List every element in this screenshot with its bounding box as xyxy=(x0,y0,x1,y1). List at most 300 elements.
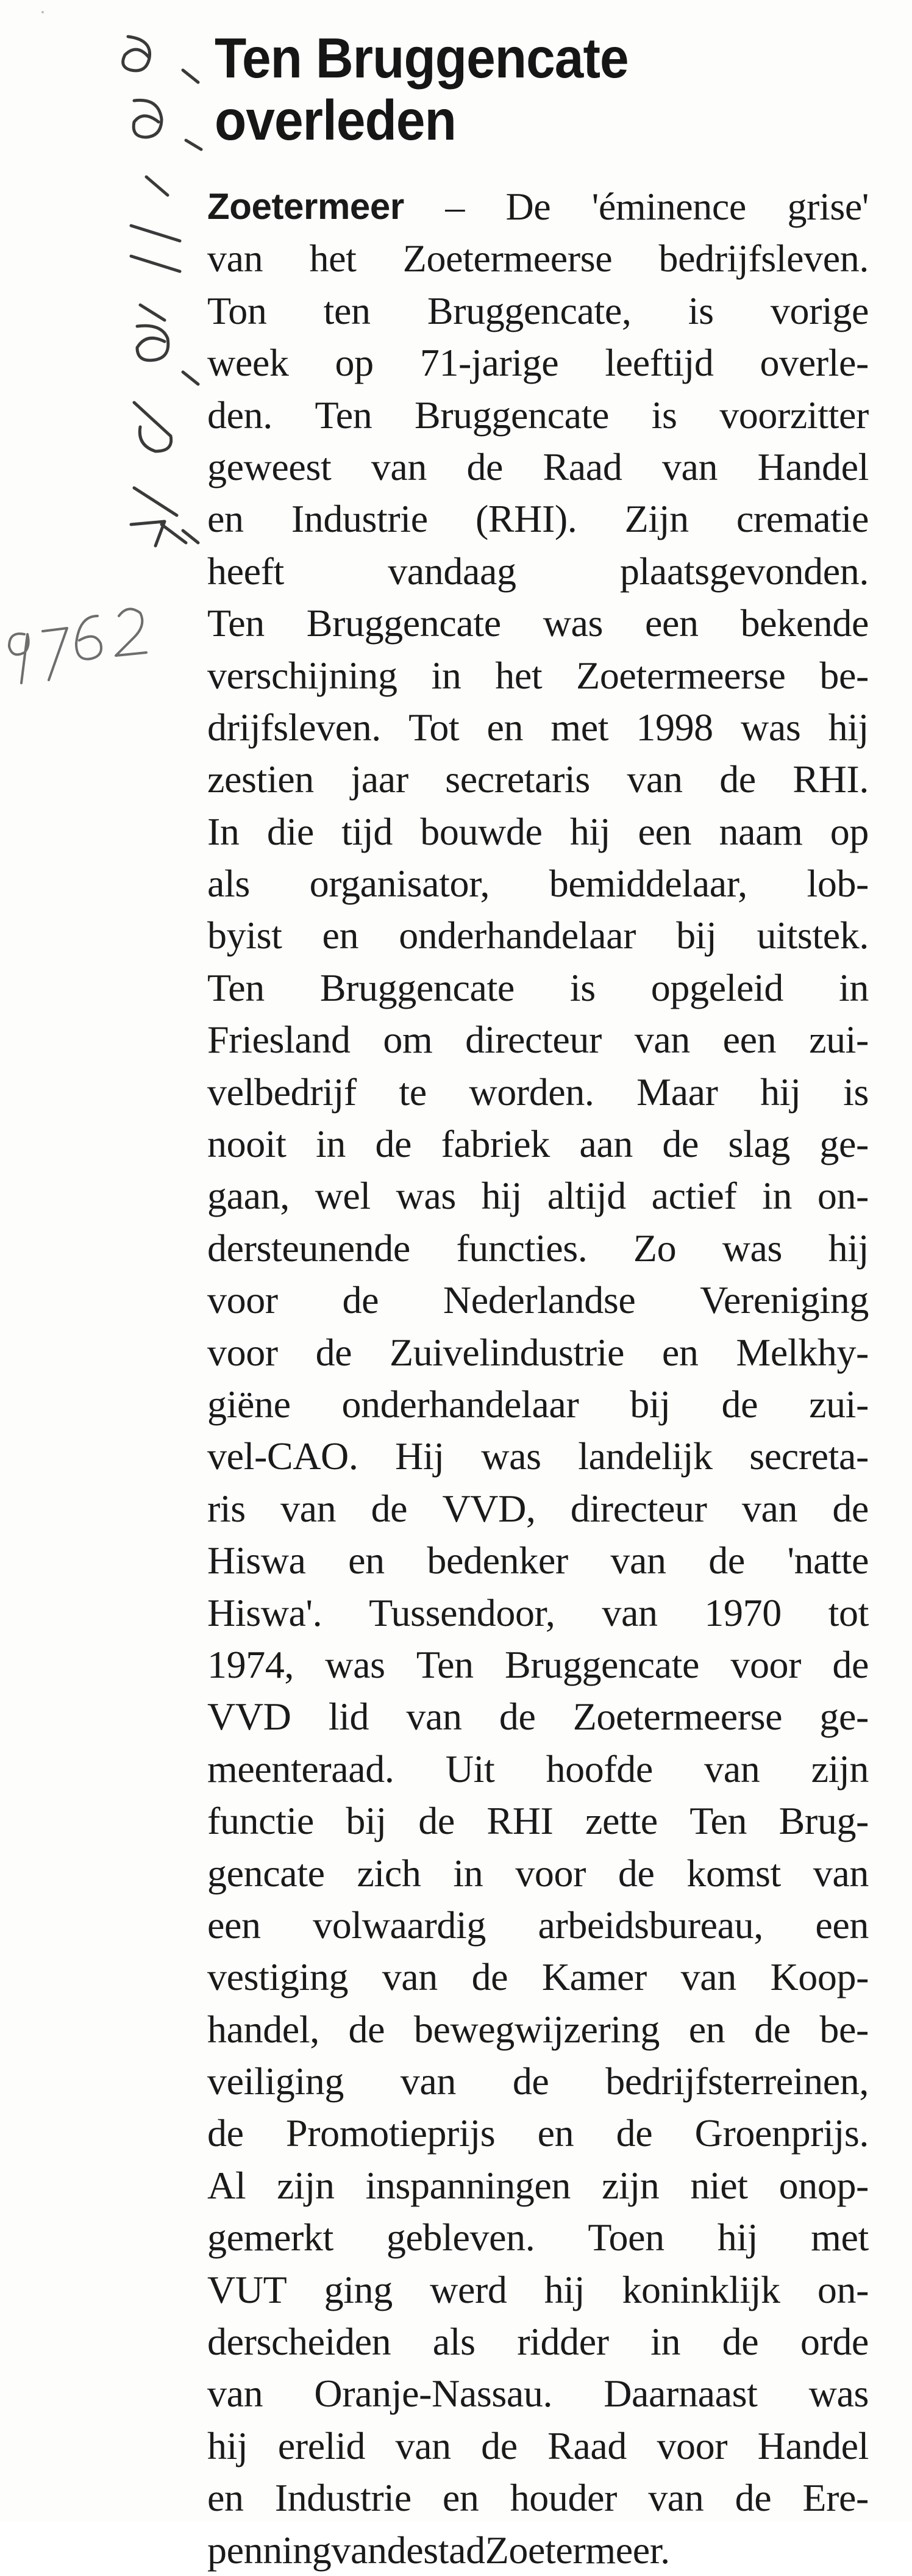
article-word: on- xyxy=(817,2267,869,2311)
handwritten-date xyxy=(123,37,201,546)
article-word: van xyxy=(813,1851,869,1895)
article-word: zestien xyxy=(207,757,314,801)
article-word: byist xyxy=(207,914,282,957)
article-line xyxy=(207,1430,869,1482)
article-word: directeur xyxy=(570,1486,707,1530)
article-word: houder xyxy=(510,2476,618,2520)
article-word: gemerkt xyxy=(207,2216,333,2259)
article-word: Tot xyxy=(408,705,460,749)
article-word: directeur xyxy=(465,1018,602,1062)
article-word: van xyxy=(280,1486,337,1530)
article-word: Daarnaast xyxy=(604,2372,758,2416)
article-headline xyxy=(215,27,832,151)
article-word: wel xyxy=(315,1174,371,1218)
article-word: was xyxy=(722,1226,783,1270)
article-word: hij xyxy=(760,1070,801,1114)
article-line xyxy=(207,2055,869,2107)
article-line xyxy=(207,1066,869,1118)
article-word: bedrijfsterreinen, xyxy=(605,2059,869,2103)
article-word: en xyxy=(661,1330,699,1374)
article-line xyxy=(207,181,869,232)
article-word: dersteunende xyxy=(207,1226,410,1270)
article-word: en xyxy=(486,705,524,749)
article-word: de xyxy=(387,2528,424,2572)
article-line xyxy=(207,1847,869,1899)
article-line xyxy=(207,1222,869,1274)
article-word: ge- xyxy=(819,1695,869,1739)
article-word: zui- xyxy=(809,1018,869,1062)
article-word: VUT xyxy=(207,2267,287,2311)
article-word: Brug- xyxy=(778,1799,869,1843)
article-line xyxy=(207,1690,869,1742)
article-word: worden. xyxy=(469,1070,594,1114)
article-word: hij xyxy=(717,2216,758,2259)
archive-number xyxy=(9,609,146,683)
article-word: plaatsgevonden. xyxy=(619,549,869,593)
article-word: bedrijfsleven. xyxy=(658,237,869,281)
article-word: op xyxy=(830,809,869,853)
article-word: derscheiden xyxy=(207,2320,391,2364)
article-word: en xyxy=(348,1539,385,1583)
article-word: de xyxy=(371,1486,408,1530)
article-line xyxy=(207,962,869,1014)
article-word: RHI. xyxy=(793,757,869,801)
article-word: handel, xyxy=(207,2007,319,2051)
article-word: Industrie xyxy=(291,497,428,541)
article-word: met xyxy=(811,2216,869,2259)
article-word: – xyxy=(445,185,465,228)
article-word: jaar xyxy=(351,757,408,801)
article-word: van xyxy=(371,445,427,488)
article-word: komst xyxy=(686,1851,781,1895)
article-word: Ten xyxy=(207,965,265,1009)
article-word: arbeidsbureau, xyxy=(538,1903,763,1947)
article-word: zijn xyxy=(811,1747,869,1791)
article-line xyxy=(207,2524,869,2576)
article-word: is xyxy=(569,965,596,1009)
article-word: volwaardig xyxy=(313,1903,486,1947)
article-word: RHI xyxy=(486,1799,554,1843)
article-word: Hiswa xyxy=(207,1539,306,1583)
article-word: was xyxy=(325,1642,385,1686)
article-word: bij xyxy=(676,914,717,957)
article-word: de xyxy=(342,1278,379,1322)
article-word: hij xyxy=(544,2267,585,2311)
article-word: gencate xyxy=(207,1851,325,1895)
article-line xyxy=(207,1274,869,1326)
article-word: Friesland xyxy=(207,1018,351,1062)
article-word: Promotieprijs xyxy=(286,2111,496,2155)
article-word: week xyxy=(207,341,289,385)
article-word: op xyxy=(335,341,374,385)
article-word: Tussendoor, xyxy=(369,1590,555,1634)
article-word: ris xyxy=(207,1486,246,1530)
article-line xyxy=(207,1795,869,1847)
article-word: actief xyxy=(651,1174,737,1218)
article-line xyxy=(207,2211,869,2263)
article-word: 1998 xyxy=(636,705,713,749)
article-word: de xyxy=(471,1955,508,1999)
headline-line-1: Ten Bruggencate xyxy=(215,26,629,90)
article-word: van xyxy=(207,237,263,281)
article-word: 'natte xyxy=(787,1539,869,1583)
article-word: lob- xyxy=(807,862,869,906)
article-word: inspanningen xyxy=(365,2163,571,2207)
article-word: koninklijk xyxy=(622,2267,780,2311)
article-word: hij xyxy=(207,2424,248,2467)
article-line xyxy=(207,1118,869,1170)
article-word: meenteraad. xyxy=(207,1747,394,1791)
article-word: Koop- xyxy=(770,1955,869,1999)
article-word: hoofde xyxy=(546,1747,653,1791)
article-word: in xyxy=(839,965,869,1009)
article-word: Toen xyxy=(588,2216,664,2259)
article-word: was xyxy=(396,1174,456,1218)
article-line xyxy=(207,753,869,805)
article-word: Zoetermeerse xyxy=(572,1695,783,1739)
article-word: de xyxy=(735,2476,772,2520)
article-word: de xyxy=(721,1382,758,1426)
article-line xyxy=(207,701,869,753)
article-word: be- xyxy=(819,653,869,697)
article-word: de xyxy=(418,1799,455,1843)
article-word: bedenker xyxy=(427,1539,568,1583)
article-word: vorige xyxy=(770,288,869,332)
article-dateline: Zoetermeer xyxy=(207,186,404,227)
article-word: Zuivelindustrie xyxy=(390,1330,625,1374)
article-line xyxy=(207,1326,869,1378)
article-word: Ten xyxy=(315,393,372,437)
article-word: secretaris xyxy=(445,757,590,801)
article-word: in xyxy=(431,653,461,697)
article-word: Vereniging xyxy=(700,1278,869,1322)
article-line xyxy=(207,1170,869,1222)
article-word: hij xyxy=(828,705,869,749)
article-word: (RHI). xyxy=(475,497,577,541)
article-line xyxy=(207,597,869,649)
article-word: erelid xyxy=(277,2424,366,2467)
article-word: voor xyxy=(730,1642,802,1686)
article-word: onderhandelaar xyxy=(341,1382,579,1426)
article-line xyxy=(207,285,869,337)
article-word: de xyxy=(481,2424,518,2467)
article-word: bemiddelaar, xyxy=(549,862,747,906)
article-word: van xyxy=(207,2372,263,2416)
article-word: Groenprijs. xyxy=(694,2111,869,2155)
article-word: bij xyxy=(346,1799,387,1843)
article-word: Uit xyxy=(445,1747,495,1791)
article-word: werd xyxy=(430,2267,507,2311)
article-line xyxy=(207,1951,869,2003)
article-line xyxy=(207,2316,869,2367)
article-word: Nederlandse xyxy=(443,1278,636,1322)
article-word: en xyxy=(442,2476,479,2520)
article-word: tijd xyxy=(341,809,393,853)
article-word: van xyxy=(382,1955,438,1999)
article-word: voor xyxy=(657,2424,728,2467)
article-word: slag xyxy=(728,1122,790,1166)
article-word: penning xyxy=(207,2528,332,2572)
article-word: voor xyxy=(515,1851,586,1895)
article-word: was xyxy=(741,705,801,749)
article-line xyxy=(207,909,869,961)
article-word: zui- xyxy=(809,1382,869,1426)
article-word: van xyxy=(610,1539,666,1583)
article-word: stad xyxy=(423,2528,485,2572)
article-word: heeft xyxy=(207,549,284,593)
article-line xyxy=(207,2003,869,2055)
article-word: zijn xyxy=(601,2163,660,2207)
article-line xyxy=(207,2159,869,2211)
article-word: altijd xyxy=(547,1174,626,1218)
article-word: Bruggencate xyxy=(319,965,515,1009)
article-word: geweest xyxy=(207,445,332,488)
article-word: naam xyxy=(719,809,803,853)
scan-speck xyxy=(41,11,44,13)
article-word: van xyxy=(627,757,683,801)
article-word: voor xyxy=(207,1278,278,1322)
article-word: onderhandelaar xyxy=(399,914,636,957)
article-word: organisator, xyxy=(309,862,490,906)
article-word: de xyxy=(722,2320,759,2364)
article-word: niet xyxy=(690,2163,748,2207)
article-word: VVD xyxy=(207,1695,291,1739)
article-word: Maar xyxy=(636,1070,718,1114)
article-word: is xyxy=(651,393,677,437)
article-word: vandaag xyxy=(388,549,516,593)
article-word: overle- xyxy=(760,341,869,385)
handwritten-margin-notes xyxy=(0,0,219,762)
article-word: de xyxy=(466,445,504,488)
article-word: De xyxy=(505,185,551,228)
article-word: zette xyxy=(585,1799,658,1843)
article-word: fabriek xyxy=(441,1122,550,1166)
article-word: gebleven. xyxy=(386,2216,535,2259)
article-word: vel-CAO. xyxy=(207,1434,358,1478)
article-word: en xyxy=(537,2111,574,2155)
article-word: den. xyxy=(207,393,273,437)
article-word: is xyxy=(688,288,714,332)
article-line xyxy=(207,441,869,493)
article-word: zijn xyxy=(277,2163,335,2207)
article-word: lid xyxy=(328,1695,369,1739)
article-word: giëne xyxy=(207,1382,291,1426)
article-word: van xyxy=(634,1018,690,1062)
article-word: Ere- xyxy=(802,2476,869,2520)
article-word: Ten xyxy=(416,1642,474,1686)
article-word: in xyxy=(650,2320,681,2364)
article-word: om xyxy=(383,1018,433,1062)
article-word: ridder xyxy=(517,2320,609,2364)
article-line xyxy=(207,649,869,701)
article-word: zich xyxy=(357,1851,421,1895)
article-line xyxy=(207,545,869,597)
article-line xyxy=(207,1899,869,1951)
article-line xyxy=(207,2472,869,2524)
article-word: van xyxy=(741,1486,798,1530)
article-word: is xyxy=(843,1070,869,1114)
article-word: functies. xyxy=(456,1226,588,1270)
article-word: Al xyxy=(207,2163,246,2207)
article-word: be- xyxy=(819,2007,869,2051)
article-line xyxy=(207,2107,869,2159)
article-word: van xyxy=(331,2528,387,2572)
article-body xyxy=(207,181,869,2576)
article-line xyxy=(207,389,869,441)
article-word: het xyxy=(309,237,357,281)
article-word: Zoetermeerse xyxy=(576,653,786,697)
article-word: verschijning xyxy=(207,653,397,697)
article-word: Zijn xyxy=(624,497,689,541)
article-word: ge- xyxy=(819,1122,869,1166)
article-word: de xyxy=(754,2007,791,2051)
article-word: grise' xyxy=(787,185,869,228)
article-word: Handel xyxy=(757,2424,869,2467)
article-word: leeftijd xyxy=(605,341,714,385)
article-line xyxy=(207,1534,869,1586)
article-line xyxy=(207,857,869,909)
article-word: het xyxy=(495,653,543,697)
article-word: In xyxy=(207,809,240,853)
article-word: veiliging xyxy=(207,2059,344,2103)
article-word: een xyxy=(815,1903,869,1947)
article-word: voor xyxy=(207,1330,278,1374)
article-word: Raad xyxy=(547,2424,627,2467)
article-word: de xyxy=(348,2007,385,2051)
article-word: en xyxy=(322,914,359,957)
article-word: Handel xyxy=(757,445,869,488)
article-word: tot xyxy=(828,1590,869,1634)
article-word: Kamer xyxy=(541,1955,647,1999)
article-word: van xyxy=(704,1747,760,1791)
article-word: was xyxy=(481,1434,541,1478)
handwriting-drawing xyxy=(0,0,219,762)
article-word: de xyxy=(832,1642,869,1686)
article-line xyxy=(207,337,869,388)
article-word: met xyxy=(550,705,609,749)
headline-line-2: overleden xyxy=(215,88,456,152)
article-line xyxy=(207,1378,869,1430)
article-word: Bruggencate xyxy=(505,1642,700,1686)
article-word: te xyxy=(399,1070,427,1114)
article-word: onop- xyxy=(778,2163,869,2207)
article-word: ten xyxy=(323,288,371,332)
article-word: bij xyxy=(630,1382,671,1426)
newspaper-clipping xyxy=(207,18,872,2576)
article-word: de xyxy=(662,1122,699,1166)
article-word: uitstek. xyxy=(757,914,869,957)
article-line xyxy=(207,1743,869,1795)
article-line xyxy=(207,232,869,284)
article-word: orde xyxy=(800,2320,869,2364)
article-word: de xyxy=(315,1330,352,1374)
article-word: opgeleid xyxy=(650,965,783,1009)
article-word: en xyxy=(207,2476,244,2520)
article-word: van xyxy=(400,2059,456,2103)
article-word: een xyxy=(638,809,692,853)
article-word: de xyxy=(719,757,756,801)
article-word: de xyxy=(499,1695,536,1739)
article-word: Ton xyxy=(207,288,267,332)
article-word: vestiging xyxy=(207,1955,349,1999)
article-word: en xyxy=(207,497,244,541)
article-word: crematie xyxy=(736,497,869,541)
article-line xyxy=(207,493,869,545)
article-word: als xyxy=(432,2320,476,2364)
article-word: Hiswa'. xyxy=(207,1590,322,1634)
article-line xyxy=(207,1639,869,1690)
article-word: en xyxy=(688,2007,725,2051)
article-word: Bruggencate xyxy=(414,393,609,437)
article-word: Zoetermeerse xyxy=(402,237,613,281)
article-word: velbedrijf xyxy=(207,1070,357,1114)
article-word: de xyxy=(207,2111,244,2155)
article-line xyxy=(207,2367,869,2419)
article-word: een xyxy=(645,601,699,645)
article-word: ging xyxy=(324,2267,393,2311)
article-word: 1970 xyxy=(704,1590,782,1634)
article-word: de xyxy=(375,1122,412,1166)
article-word: een xyxy=(207,1903,261,1947)
article-word: 1974, xyxy=(207,1642,294,1686)
article-word: Raad xyxy=(543,445,622,488)
article-word: als xyxy=(207,862,250,906)
article-word: 71-jarige xyxy=(419,341,559,385)
article-word: hij xyxy=(569,809,611,853)
article-word: in xyxy=(762,1174,793,1218)
article-word: aan xyxy=(579,1122,633,1166)
article-word: voorzitter xyxy=(719,393,869,437)
article-word: de xyxy=(708,1539,745,1583)
article-word: hij xyxy=(481,1174,522,1218)
article-word: in xyxy=(453,1851,483,1895)
article-word: van xyxy=(602,1590,658,1634)
article-word: gaan, xyxy=(207,1174,290,1218)
article-word: van xyxy=(680,1955,736,1999)
article-line xyxy=(207,2264,869,2316)
article-word: drijfsleven. xyxy=(207,705,381,749)
article-word: de xyxy=(618,1851,655,1895)
article-word: van xyxy=(648,2476,704,2520)
article-word: van xyxy=(395,2424,451,2467)
article-word: Hij xyxy=(395,1434,444,1478)
article-word: on- xyxy=(817,1174,869,1218)
article-word: in xyxy=(316,1122,346,1166)
article-word: bekende xyxy=(740,601,869,645)
article-word: Zo xyxy=(633,1226,677,1270)
article-word: van xyxy=(406,1695,462,1739)
article-word: nooit xyxy=(207,1122,287,1166)
article-line xyxy=(207,806,869,857)
article-line xyxy=(207,1014,869,1065)
article-word: de xyxy=(512,2059,549,2103)
article-word: Zoetermeer. xyxy=(485,2528,670,2572)
article-word: was xyxy=(808,2372,869,2416)
article-line xyxy=(207,1587,869,1639)
article-line xyxy=(207,1483,869,1534)
article-line xyxy=(207,2420,869,2472)
article-word: Ten xyxy=(207,601,265,645)
article-word: bewegwijzering xyxy=(413,2007,660,2051)
article-word: functie xyxy=(207,1799,314,1843)
article-word: Melkhy- xyxy=(736,1330,869,1374)
article-word: bouwde xyxy=(420,809,543,853)
article-word: landelijk xyxy=(578,1434,713,1478)
article-word: van xyxy=(661,445,718,488)
article-word: Bruggencate, xyxy=(427,288,632,332)
article-word: hij xyxy=(828,1226,869,1270)
article-word: de xyxy=(832,1486,869,1530)
